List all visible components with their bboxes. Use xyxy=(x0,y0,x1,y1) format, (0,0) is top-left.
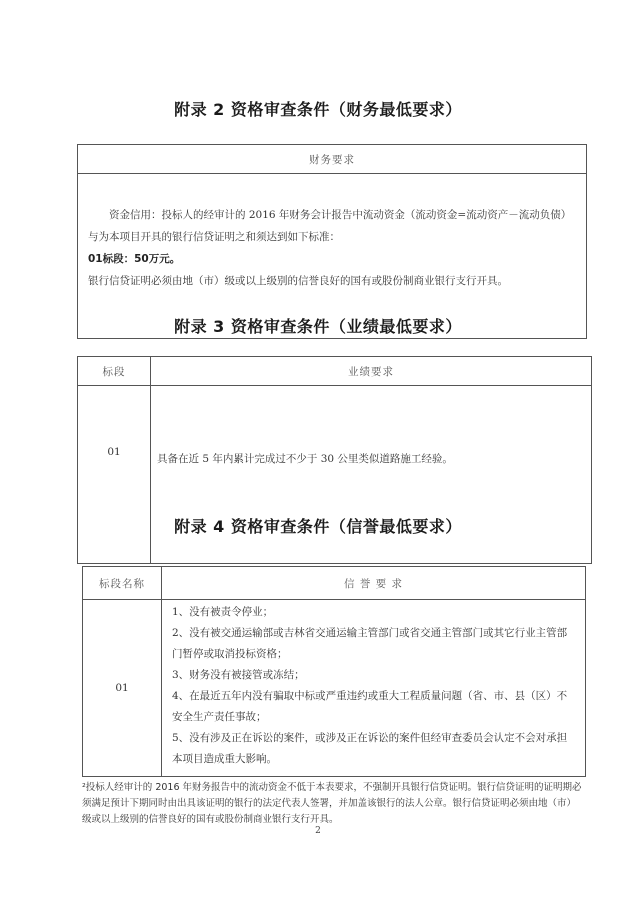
financial-header-cell: 财务要求 xyxy=(78,145,587,174)
list-item: 2、没有被交通运输部或吉林省交通运输主管部门或省交通主管部门或其它行业主管部门暂停或取消投标资格； xyxy=(172,627,568,660)
financial-requirements-table xyxy=(77,144,587,339)
credit-requirements-table xyxy=(82,566,586,777)
credit-lot-header: 标段名称 xyxy=(83,567,162,600)
financial-paragraph-1: 资金信用：投标人的经审计的 2016 年财务会计报告中流动资金（流动资金=流动资产－流动负债）与为本项目开具的银行信贷证明之和须达到如下标准： xyxy=(88,209,572,243)
performance-req-header: 业绩要求 xyxy=(151,357,592,386)
credit-req-cell xyxy=(162,600,586,777)
performance-lot-cell: 01 xyxy=(78,386,151,564)
financial-lot-line: 01标段：50万元。 xyxy=(88,253,181,265)
list-item: 5、没有涉及正在诉讼的案件，或涉及正在诉讼的案件但经审查委员会认定不会对承担本项目造成重大影响。 xyxy=(172,732,568,765)
credit-req-header: 信 誉 要 求 xyxy=(162,567,586,600)
list-item: 3、财务没有被接管或冻结； xyxy=(172,669,305,681)
appendix4-title: 附录 4 资格审查条件（信誉最低要求） xyxy=(174,517,462,536)
list-item: 1、没有被责令停业； xyxy=(172,606,274,618)
table-row xyxy=(83,600,586,777)
list-item: 4、在最近五年内没有骗取中标或严重违约或重大工程质量问题（省、市、县（区）不安全生产责任事故； xyxy=(172,690,568,723)
appendix3-title: 附录 3 资格审查条件（业绩最低要求） xyxy=(174,317,462,336)
performance-req-cell: 具备在近 5 年内累计完成过不少于 30 公里类似道路施工经验。 xyxy=(151,386,592,564)
financial-paragraph-2: 银行信贷证明必须由地（市）级或以上级别的信誉良好的国有或股份制商业银行支行开具。 xyxy=(88,275,508,287)
appendix2-title: 附录 2 资格审查条件（财务最低要求） xyxy=(174,100,462,119)
performance-lot-header: 标段 xyxy=(78,357,151,386)
page-number: 2 xyxy=(315,826,321,836)
credit-lot-cell: 01 xyxy=(83,600,162,777)
footnote: ²投标人经审计的 2016 年财务报告中的流动资金不低于本表要求，不强制开具银行信贷证明。银行信贷证明的证明期必须满足预计下期同时由出具该证明的银行的法定代表人签署，并加盖该银行的法人公章。银行信贷证明必须由地（市）级或以上级别的信誉良好的国有或股份制商业银行支行开具。 xyxy=(82,782,582,825)
